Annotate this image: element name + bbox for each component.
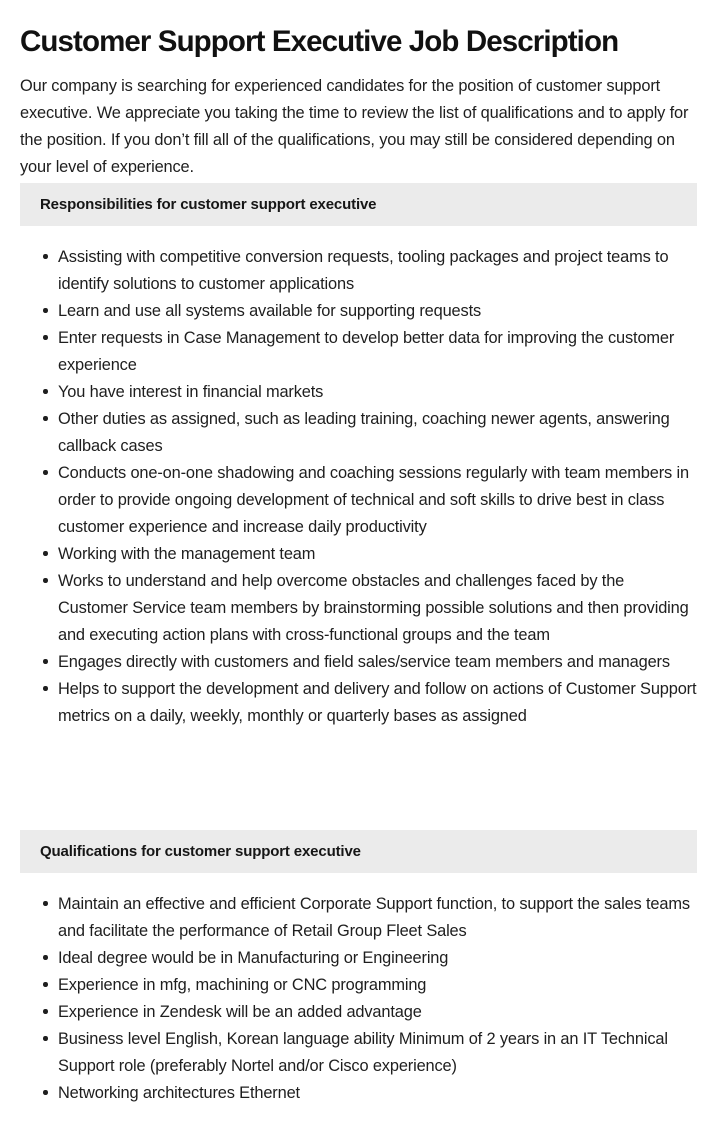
list-item-text: Ideal degree would be in Manufacturing or Engineering — [58, 949, 449, 967]
list-item-text: Other duties as assigned, such as leading training, coaching newer agents, answering callback cases — [58, 410, 670, 455]
list-item-text: Networking architectures Ethernet — [58, 1084, 300, 1102]
list-item — [0, 676, 720, 730]
bullet-dot-icon — [43, 1009, 48, 1014]
intro-paragraph: Our company is searching for experienced candidates for the position of customer support executive. We appreciate you taking the time to review the list of qualifications and to apply for the position. If you don’t fill all of the qualifications, you may still be considered depending on your level of experience. — [20, 77, 689, 177]
bullet-dot-icon — [43, 389, 48, 394]
section-heading-band — [20, 183, 697, 226]
list-item-text: Engages directly with customers and field sales/service team members and managers — [58, 653, 670, 671]
bullet-dot-icon — [43, 551, 48, 556]
list-item-text: Experience in Zendesk will be an added advantage — [58, 1003, 422, 1021]
section-heading-label: Qualifications for customer support executive — [40, 843, 361, 860]
list-item — [0, 972, 720, 999]
list-item — [0, 945, 720, 972]
page-title: Customer Support Executive Job Description — [20, 24, 619, 58]
list-item — [0, 568, 720, 649]
bullet-dot-icon — [43, 1090, 48, 1095]
bullet-dot-icon — [43, 335, 48, 340]
bullet-dot-icon — [43, 659, 48, 664]
list-item-text: Conducts one-on-one shadowing and coaching sessions regularly with team members in order to provide ongoing development of technical and soft skills to drive best in class customer experience and increase daily productivity — [58, 464, 689, 536]
list-item — [0, 541, 720, 568]
list-item-text: Business level English, Korean language ability Minimum of 2 years in an IT Technical Support role (preferably Nortel and/or Cisco experience) — [58, 1030, 668, 1075]
list-item-text: Enter requests in Case Management to develop better data for improving the customer experience — [58, 329, 675, 374]
list-item — [0, 649, 720, 676]
list-item — [0, 1080, 720, 1107]
section-heading-band — [20, 830, 697, 873]
bullet-dot-icon — [43, 578, 48, 583]
list-item-text: Learn and use all systems available for supporting requests — [58, 302, 482, 320]
section-heading-label: Responsibilities for customer support executive — [40, 196, 377, 213]
bullet-dot-icon — [43, 416, 48, 421]
list-item — [0, 379, 720, 406]
list-item — [0, 406, 720, 460]
responsibilities-list — [0, 244, 720, 730]
bullet-dot-icon — [43, 1036, 48, 1041]
list-item — [0, 1026, 720, 1080]
bullet-dot-icon — [43, 686, 48, 691]
section-responsibilities — [0, 183, 720, 730]
qualifications-list — [0, 891, 720, 1107]
list-item-text: Assisting with competitive conversion requests, tooling packages and project teams to identify solutions to customer applications — [58, 248, 669, 293]
list-item-text: Helps to support the development and delivery and follow on actions of Customer Support metrics on a daily, weekly, monthly or quarterly bases as assigned — [58, 680, 697, 725]
list-item — [0, 244, 720, 298]
bullet-dot-icon — [43, 982, 48, 987]
list-item-text: Experience in mfg, machining or CNC programming — [58, 976, 427, 994]
bullet-dot-icon — [43, 955, 48, 960]
list-item — [0, 891, 720, 945]
list-item — [0, 999, 720, 1026]
list-item — [0, 325, 720, 379]
list-item-text: Works to understand and help overcome obstacles and challenges faced by the Customer Service team members by brainstorming possible solutions and then providing and executing action plans with cross-functional groups and the team — [58, 572, 689, 644]
bullet-dot-icon — [43, 254, 48, 259]
bullet-dot-icon — [43, 308, 48, 313]
list-item-text: Maintain an effective and efficient Corporate Support function, to support the sales teams and facilitate the performance of Retail Group Fleet Sales — [58, 895, 690, 940]
list-item — [0, 298, 720, 325]
list-item — [0, 460, 720, 541]
section-qualifications — [0, 830, 720, 1107]
bullet-dot-icon — [43, 901, 48, 906]
list-item-text: You have interest in financial markets — [58, 383, 324, 401]
bullet-dot-icon — [43, 470, 48, 475]
list-item-text: Working with the management team — [58, 545, 316, 563]
